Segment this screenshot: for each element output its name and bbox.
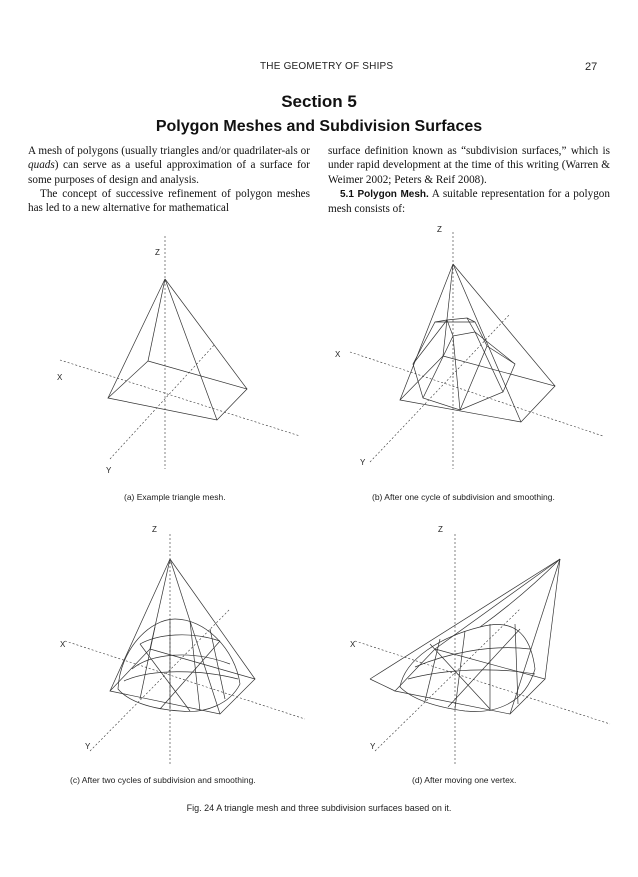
axis-label-z: Z — [152, 525, 157, 534]
paragraph-1 — [28, 144, 310, 187]
axis-label-z: Z — [155, 248, 160, 257]
caption-a: (a) Example triangle mesh. — [124, 492, 226, 502]
figure-a-triangle-mesh — [40, 224, 310, 479]
paragraph-1-emphasis: quads — [28, 159, 55, 172]
figure-b-one-subdivision — [325, 214, 615, 479]
axis-label-z: Z — [437, 225, 442, 234]
caption-d: (d) After moving one vertex. — [412, 775, 517, 785]
section-label: Section 5 — [281, 92, 357, 111]
figure-d-moved-vertex — [330, 519, 620, 774]
subsection-heading: 5.1 Polygon Mesh. — [340, 188, 429, 200]
axis-label-x: X — [335, 350, 341, 359]
paragraph-continued: surface definition known as “subdivision surfaces,” which is under rapid development at the time of this writing (Warren & Weimer 2002; Peters & Reif 2008). — [328, 145, 610, 186]
body-column-right — [328, 144, 610, 216]
caption-c: (c) After two cycles of subdivision and smoothing. — [70, 775, 256, 785]
subsection-paragraph — [328, 187, 610, 217]
section-title: Polygon Meshes and Subdivision Surfaces — [155, 118, 483, 135]
running-title: THE GEOMETRY OF SHIPS — [260, 61, 394, 72]
figure-24 — [0, 214, 638, 804]
axis-label-y: Y — [360, 458, 366, 467]
axis-label-x: X — [57, 373, 63, 382]
axis-label-z: Z — [438, 525, 443, 534]
figure-c-two-subdivisions — [40, 519, 310, 774]
x-axis — [350, 352, 603, 436]
page-number: 27 — [585, 61, 598, 73]
pyramid-base — [108, 361, 247, 420]
x-axis — [60, 360, 300, 436]
caption-b: (b) After one cycle of subdivision and smoothing. — [372, 492, 555, 502]
subsection-text: A suitable representation for a polygon mesh consists of: — [328, 187, 610, 216]
x-axis — [65, 641, 305, 719]
paragraph-1-part-b: ) can serve as a useful approximation of a surface for some purposes of design and analysis. — [28, 159, 310, 186]
paragraph-2: The concept of successive refinement of polygon meshes has led to a new alternative for mathematical — [28, 187, 310, 215]
y-axis — [370, 314, 510, 462]
body-column-left — [28, 144, 310, 215]
axis-label-y: Y — [370, 742, 376, 751]
axis-label-x: X — [350, 640, 356, 649]
axis-label-x: X — [60, 640, 66, 649]
paragraph-1-part-a: A mesh of polygons (usually triangles and/or quadrilater-als or — [28, 145, 310, 157]
figure-caption: Fig. 24 A triangle mesh and three subdivision surfaces based on it. — [186, 803, 452, 813]
axis-label-y: Y — [106, 466, 112, 475]
axis-label-y: Y — [85, 742, 91, 751]
